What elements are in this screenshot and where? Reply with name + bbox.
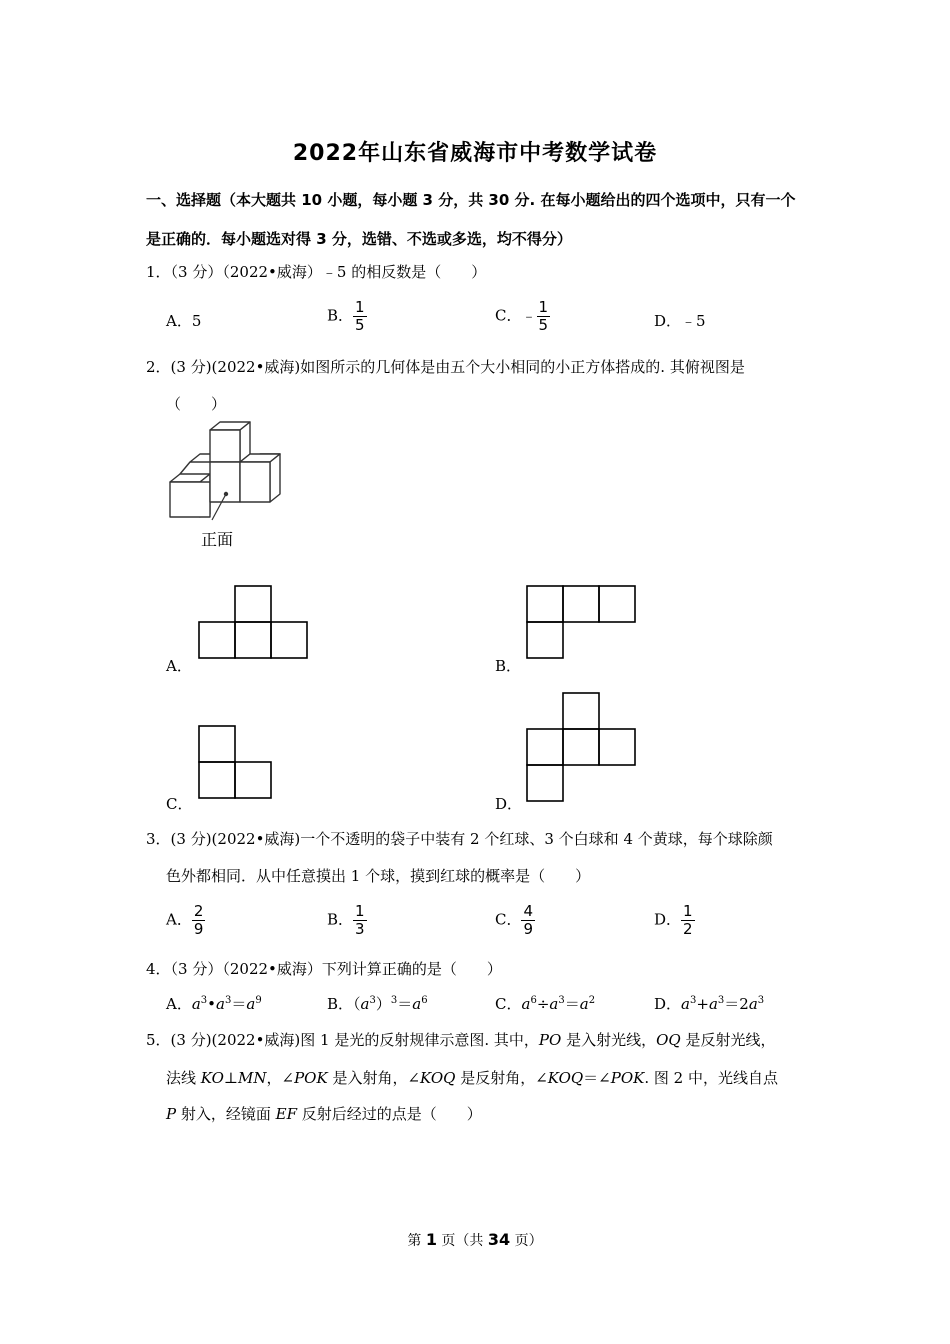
q5-text-8: ＝∠ [583, 1069, 611, 1087]
q2-stem: 2．(3 分)(2022•威海)如图所示的几何体是由五个大小相同的小正方体搭成的. 其俯视图是 [146, 358, 745, 376]
q2-front-label: 正面 [201, 530, 234, 549]
q2-option-c-label: C． [166, 795, 193, 813]
q5-var-p: P [166, 1105, 177, 1123]
q4-c-var1: a [521, 995, 531, 1013]
q2-option-a-label: A． [166, 657, 192, 675]
q1-b-den: 5 [355, 316, 365, 334]
q1-option-a: A．5 [166, 312, 202, 330]
q4-a-exp1: 3 [200, 995, 208, 1006]
q4-option-d [654, 993, 764, 1014]
q3-c-num: 4 [523, 902, 534, 920]
q4-b-close: ） [375, 995, 391, 1013]
q5-var-po: PO [538, 1031, 562, 1049]
footer-mid: 页（共 [436, 1233, 488, 1249]
q4-a-var2: a [216, 995, 225, 1013]
q3-option-d-label: D． [654, 910, 682, 929]
q1-c-den: 5 [538, 316, 549, 334]
q4-c-var2: a [549, 995, 559, 1013]
q4-d-exp3: 3 [757, 995, 765, 1006]
footer-post: 页） [510, 1233, 543, 1249]
q1-option-c-label: C． [495, 306, 522, 325]
q4-d-exp1: 3 [689, 995, 697, 1006]
q3-stem-line2: 色外都相同．从中任意摸出 1 个球，摸到红球的概率是（ ） [166, 867, 591, 885]
q5-var-oq: OQ [656, 1031, 681, 1049]
q4-b-open: （ [353, 995, 361, 1013]
q5-var-pok1: POK [294, 1069, 328, 1087]
q4-b-exp1: 3 [369, 995, 376, 1006]
q3-option-b [327, 903, 367, 938]
q4-a-exp3: 9 [255, 995, 262, 1006]
q3-a-den: 9 [193, 920, 204, 938]
section-heading-line2: 是正确的．每小题选对得 3 分，选错、不选或多选，均不得分） [146, 230, 572, 248]
page-footer [0, 1230, 950, 1250]
q4-d-exp2: 3 [717, 995, 725, 1006]
q4-a-var1: a [191, 995, 201, 1013]
q1-option-c [495, 299, 550, 334]
q5-text-1: 5．(3 分)(2022•威海)图 1 是光的反射规律示意图. 其中， [146, 1031, 539, 1049]
q4-c-exp1: 6 [530, 995, 537, 1006]
q5-text-2: 是入射光线， [561, 1031, 657, 1049]
q4-b-var2: a [412, 995, 422, 1013]
footer-page-number: 1 [425, 1230, 437, 1249]
q4-c-exp3: 2 [588, 995, 596, 1006]
q5-text-11: 反射后经过的点是（ ） [297, 1105, 482, 1123]
q5-text-5: ，∠ [266, 1069, 295, 1087]
q4-option-c-label: C． [495, 995, 522, 1013]
q5-var-koq2: KOQ [547, 1069, 584, 1087]
q3-d-den: 2 [683, 920, 693, 938]
paper-title: 2022年山东省威海市中考数学试卷 [292, 141, 658, 166]
q1-option-c-fraction [537, 299, 551, 334]
q4-d-var1: a [681, 995, 690, 1013]
q2-option-d-label: D． [495, 795, 523, 813]
q5-var-mn: MN [238, 1069, 267, 1087]
q1-c-num: 1 [538, 298, 549, 316]
q5-text-4: 法线 [166, 1069, 201, 1087]
q5-var-koq1: KOQ [420, 1069, 456, 1087]
q4-b-eq: ＝ [397, 995, 413, 1013]
q5-stem-line2 [166, 1067, 778, 1088]
q4-option-a-label: A． [166, 995, 192, 1013]
q3-option-d [654, 903, 695, 938]
q4-a-eq: ＝ [231, 995, 247, 1013]
q4-d-eq: ＝2 [724, 995, 749, 1013]
q1-c-sign: ﹣ [521, 306, 537, 325]
q3-option-b-fraction [353, 903, 367, 938]
q4-b-exp3: 6 [421, 995, 428, 1006]
q4-c-op: ÷ [536, 995, 550, 1013]
q4-option-b [327, 993, 428, 1014]
q3-d-num: 1 [683, 902, 693, 920]
q4-stem: 4．（3 分）（2022•威海）下列计算正确的是（ ） [146, 960, 502, 978]
q3-option-a-label: A． [166, 910, 192, 929]
q5-text-9: . 图 2 中，光线自点 [644, 1069, 778, 1087]
q4-b-var1: a [360, 995, 370, 1013]
q4-b-exp2: 3 [390, 995, 398, 1006]
q3-option-c-fraction [521, 903, 535, 938]
q5-perp: ⊥ [223, 1069, 238, 1087]
q1-option-b-fraction [353, 299, 367, 334]
q3-option-a [166, 903, 205, 938]
q4-d-var2: a [708, 995, 718, 1013]
q4-option-a [166, 993, 262, 1014]
q4-c-var3: a [579, 995, 589, 1013]
q3-option-b-label: B． [327, 910, 354, 929]
q2-option-d-figure [526, 692, 638, 804]
q3-option-d-fraction [681, 903, 695, 938]
footer-pre: 第 [407, 1233, 426, 1249]
q2-option-b-label: B． [495, 657, 522, 675]
q4-c-exp2: 3 [558, 995, 565, 1006]
q5-text-10: 射入，经镜面 [176, 1105, 276, 1123]
q4-option-b-label: B． [327, 995, 354, 1013]
q5-stem-line3 [166, 1103, 482, 1124]
q4-c-eq: ＝ [564, 995, 580, 1013]
q4-a-var3: a [246, 995, 256, 1013]
q3-b-den: 3 [355, 920, 365, 938]
section-heading-line1: 一、选择题（本大题共 10 小题，每小题 3 分，共 30 分. 在每小题给出的四个选项中，只有一个 [146, 191, 796, 209]
q5-var-ef: EF [275, 1105, 297, 1123]
q3-b-num: 1 [355, 902, 365, 920]
q5-var-ko: KO [200, 1069, 224, 1087]
q2-paren: （ ） [166, 395, 227, 413]
q4-d-op: + [696, 995, 709, 1013]
q5-text-3: 是反射光线， [680, 1031, 776, 1049]
q3-option-a-fraction [192, 903, 206, 938]
q4-d-var3: a [748, 995, 758, 1013]
q2-option-c-figure [198, 725, 274, 801]
q5-var-pok2: POK [610, 1069, 645, 1087]
q5-text-7: 是反射角，∠ [455, 1069, 548, 1087]
q3-c-den: 9 [523, 920, 534, 938]
q5-stem-line1 [146, 1029, 775, 1050]
q3-option-c-label: C． [495, 910, 522, 929]
q1-option-b-label: B． [327, 306, 354, 325]
footer-total-pages: 34 [487, 1230, 511, 1249]
q2-option-a-figure [198, 585, 310, 661]
q1-stem: 1．（3 分）（2022•威海）﹣5 的相反数是（ ） [146, 263, 487, 281]
q1-option-b [327, 299, 367, 334]
q2-option-b-figure [526, 585, 638, 661]
q4-a-op: • [207, 995, 217, 1013]
q1-option-d: D．﹣5 [654, 312, 706, 330]
q4-option-d-label: D． [654, 995, 682, 1013]
q1-b-num: 1 [355, 298, 365, 316]
q3-a-num: 2 [193, 902, 204, 920]
q5-text-6: 是入射角，∠ [327, 1069, 421, 1087]
q4-option-c [495, 993, 595, 1014]
q3-stem-line1: 3．(3 分)(2022•威海)一个不透明的袋子中装有 2 个红球、3 个白球和 4 个黄球，每个球除颜 [146, 830, 773, 848]
q3-option-c [495, 903, 535, 938]
q4-a-exp2: 3 [224, 995, 232, 1006]
